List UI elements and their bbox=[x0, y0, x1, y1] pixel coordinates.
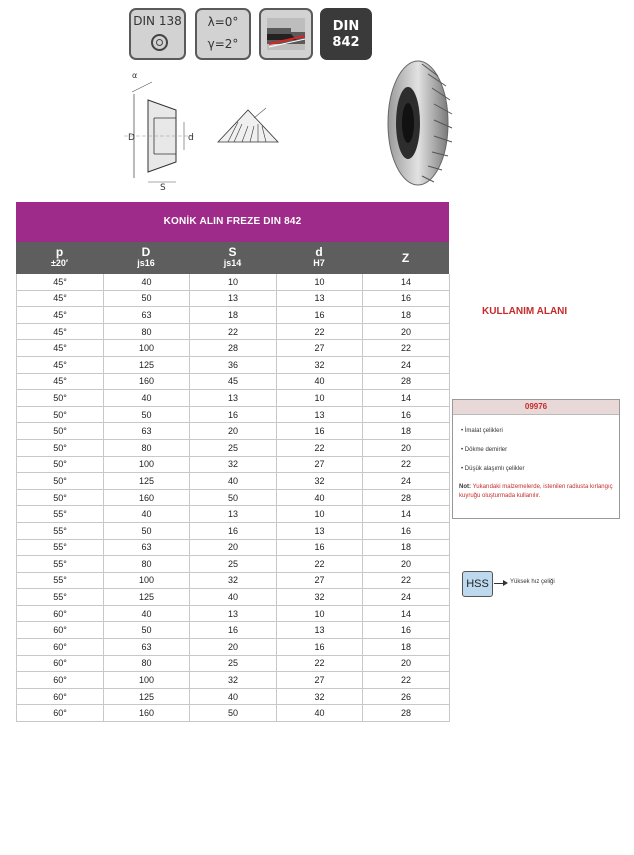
column-d-outer-label: D bbox=[141, 245, 151, 259]
table-cell: 40 bbox=[277, 489, 363, 506]
table-cell: 55° bbox=[17, 506, 104, 523]
usage-item: • Dökme demirler bbox=[461, 447, 508, 453]
table-cell: 16 bbox=[363, 522, 450, 539]
table-cell: 24 bbox=[363, 589, 450, 606]
table-cell: 40 bbox=[104, 506, 190, 523]
table-row bbox=[17, 423, 450, 440]
hss-material-badge: HSS bbox=[462, 571, 493, 597]
column-p-label: p bbox=[55, 245, 64, 259]
table-cell: 20 bbox=[363, 439, 450, 456]
table-cell: 40 bbox=[190, 473, 277, 490]
din-138-label: DIN 138 bbox=[133, 14, 182, 28]
table-cell: 22 bbox=[190, 323, 277, 340]
table-cell: 18 bbox=[363, 639, 450, 656]
width-label: S bbox=[160, 183, 166, 192]
table-cell: 22 bbox=[363, 572, 450, 589]
table-cell: 80 bbox=[104, 556, 190, 573]
table-row bbox=[17, 307, 450, 324]
table-row bbox=[17, 622, 450, 639]
table-cell: 160 bbox=[104, 489, 190, 506]
table-row bbox=[17, 406, 450, 423]
table-cell: 27 bbox=[277, 672, 363, 689]
table-cell: 63 bbox=[104, 423, 190, 440]
table-cell: 25 bbox=[190, 556, 277, 573]
table-cell: 55° bbox=[17, 522, 104, 539]
table-cell: 60° bbox=[17, 622, 104, 639]
table-cell: 45° bbox=[17, 373, 104, 390]
table-title-bar bbox=[16, 202, 449, 242]
table-cell: 16 bbox=[190, 622, 277, 639]
table-cell: 50° bbox=[17, 406, 104, 423]
table-row bbox=[17, 572, 450, 589]
table-cell: 16 bbox=[190, 522, 277, 539]
table-cell: 40 bbox=[190, 589, 277, 606]
table-row bbox=[17, 522, 450, 539]
table-cell: 20 bbox=[363, 323, 450, 340]
table-cell: 32 bbox=[277, 688, 363, 705]
column-d-outer-tolerance: js16 bbox=[137, 258, 155, 268]
table-row bbox=[17, 473, 450, 490]
table-row bbox=[17, 274, 450, 290]
table-cell: 20 bbox=[363, 556, 450, 573]
table-cell: 50 bbox=[104, 406, 190, 423]
table-row bbox=[17, 456, 450, 473]
table-row bbox=[17, 672, 450, 689]
usage-item: • İmalat çelikleri bbox=[461, 428, 503, 434]
table-cell: 22 bbox=[277, 655, 363, 672]
cutting-direction-badge bbox=[259, 8, 313, 60]
table-cell: 10 bbox=[277, 506, 363, 523]
cutter-section-drawing bbox=[118, 70, 200, 192]
table-cell: 160 bbox=[104, 705, 190, 722]
table-row bbox=[17, 356, 450, 373]
table-cell: 22 bbox=[277, 556, 363, 573]
din-842-bottom: 842 bbox=[332, 35, 360, 50]
table-cell: 100 bbox=[104, 672, 190, 689]
table-cell: 125 bbox=[104, 473, 190, 490]
table-cell: 60° bbox=[17, 655, 104, 672]
table-cell: 28 bbox=[190, 340, 277, 357]
table-cell: 18 bbox=[363, 539, 450, 556]
note-text: Yukarıdaki malzemelerde, istenilen radiusta kırlangıç kuyruğu oluşturmada kullanılır. bbox=[459, 484, 613, 499]
table-cell: 16 bbox=[277, 539, 363, 556]
din-842-badge bbox=[320, 8, 372, 60]
table-cell: 20 bbox=[190, 423, 277, 440]
table-cell: 32 bbox=[277, 473, 363, 490]
table-cell: 13 bbox=[190, 605, 277, 622]
table-cell: 18 bbox=[363, 307, 450, 324]
table-row bbox=[17, 323, 450, 340]
table-cell: 125 bbox=[104, 589, 190, 606]
table-cell: 45° bbox=[17, 307, 104, 324]
table-cell: 100 bbox=[104, 456, 190, 473]
table-cell: 40 bbox=[190, 688, 277, 705]
table-cell: 20 bbox=[190, 639, 277, 656]
table-cell: 16 bbox=[277, 423, 363, 440]
table-cell: 55° bbox=[17, 572, 104, 589]
table-row bbox=[17, 605, 450, 622]
table-cell: 50° bbox=[17, 423, 104, 440]
table-cell: 16 bbox=[363, 290, 450, 307]
column-header-d-bore bbox=[276, 242, 362, 274]
usage-heading: KULLANIM ALANI bbox=[482, 306, 568, 317]
workpiece-dovetail-drawing bbox=[214, 100, 284, 150]
usage-item: • Düşük alaşımlı çelikler bbox=[461, 466, 525, 472]
table-cell: 63 bbox=[104, 307, 190, 324]
table-cell: 13 bbox=[190, 506, 277, 523]
table-cell: 80 bbox=[104, 655, 190, 672]
table-row bbox=[17, 589, 450, 606]
dimensions-table bbox=[16, 274, 450, 722]
keyway-bore-icon bbox=[151, 34, 168, 51]
table-cell: 50 bbox=[190, 489, 277, 506]
conical-cutter-photo bbox=[382, 56, 454, 190]
column-header-s bbox=[189, 242, 276, 274]
table-cell: 50 bbox=[104, 622, 190, 639]
table-cell: 32 bbox=[277, 589, 363, 606]
table-cell: 13 bbox=[277, 290, 363, 307]
table-cell: 24 bbox=[363, 473, 450, 490]
table-cell: 22 bbox=[277, 323, 363, 340]
usage-info-box bbox=[452, 399, 620, 519]
table-cell: 16 bbox=[363, 406, 450, 423]
table-cell: 13 bbox=[277, 406, 363, 423]
table-cell: 40 bbox=[104, 274, 190, 290]
table-cell: 63 bbox=[104, 539, 190, 556]
table-cell: 24 bbox=[363, 356, 450, 373]
table-cell: 60° bbox=[17, 639, 104, 656]
table-cell: 20 bbox=[363, 655, 450, 672]
usage-note bbox=[459, 483, 617, 501]
table-cell: 125 bbox=[104, 356, 190, 373]
table-cell: 55° bbox=[17, 539, 104, 556]
table-cell: 14 bbox=[363, 390, 450, 407]
table-cell: 80 bbox=[104, 323, 190, 340]
column-p-tolerance: ±20′ bbox=[50, 258, 69, 268]
table-cell: 45° bbox=[17, 323, 104, 340]
table-row bbox=[17, 373, 450, 390]
table-cell: 50° bbox=[17, 390, 104, 407]
table-cell: 50 bbox=[104, 290, 190, 307]
rake-angle-badge bbox=[195, 8, 251, 60]
table-cell: 45° bbox=[17, 290, 104, 307]
column-d-bore-label: d bbox=[315, 245, 323, 259]
table-cell: 10 bbox=[277, 605, 363, 622]
table-cell: 125 bbox=[104, 688, 190, 705]
table-cell: 28 bbox=[363, 373, 450, 390]
table-row bbox=[17, 688, 450, 705]
table-cell: 55° bbox=[17, 589, 104, 606]
table-cell: 80 bbox=[104, 439, 190, 456]
hss-material-label: Yüksek hız çeliği bbox=[510, 579, 555, 585]
table-cell: 50 bbox=[190, 705, 277, 722]
table-cell: 45 bbox=[190, 373, 277, 390]
table-cell: 32 bbox=[190, 672, 277, 689]
column-header-p bbox=[16, 242, 103, 274]
table-cell: 25 bbox=[190, 655, 277, 672]
table-cell: 50° bbox=[17, 456, 104, 473]
table-column-header bbox=[16, 242, 449, 274]
bore-diameter-label: d bbox=[188, 133, 194, 143]
table-row bbox=[17, 489, 450, 506]
table-cell: 50° bbox=[17, 473, 104, 490]
table-cell: 28 bbox=[363, 489, 450, 506]
table-cell: 32 bbox=[190, 456, 277, 473]
table-cell: 32 bbox=[277, 356, 363, 373]
table-cell: 27 bbox=[277, 572, 363, 589]
product-code: 09976 bbox=[453, 400, 619, 415]
gamma-angle: γ=2° bbox=[207, 37, 239, 51]
table-cell: 22 bbox=[363, 340, 450, 357]
lambda-angle: λ=0° bbox=[207, 15, 239, 29]
table-cell: 14 bbox=[363, 506, 450, 523]
table-cell: 40 bbox=[277, 705, 363, 722]
table-cell: 100 bbox=[104, 572, 190, 589]
cutting-tool-icon bbox=[261, 10, 311, 58]
table-row bbox=[17, 390, 450, 407]
table-cell: 27 bbox=[277, 340, 363, 357]
column-header-z bbox=[362, 242, 449, 274]
column-z-label: Z bbox=[401, 251, 410, 265]
table-row bbox=[17, 556, 450, 573]
table-cell: 45° bbox=[17, 274, 104, 290]
table-cell: 40 bbox=[104, 605, 190, 622]
table-cell: 22 bbox=[363, 672, 450, 689]
table-cell: 13 bbox=[277, 522, 363, 539]
table-cell: 60° bbox=[17, 688, 104, 705]
table-cell: 26 bbox=[363, 688, 450, 705]
table-cell: 13 bbox=[190, 390, 277, 407]
table-row bbox=[17, 340, 450, 357]
column-d-bore-tolerance: H7 bbox=[313, 258, 325, 268]
table-cell: 36 bbox=[190, 356, 277, 373]
din-138-badge bbox=[129, 8, 186, 60]
table-row bbox=[17, 539, 450, 556]
table-cell: 45° bbox=[17, 340, 104, 357]
table-cell: 10 bbox=[277, 390, 363, 407]
table-cell: 22 bbox=[277, 439, 363, 456]
table-cell: 50 bbox=[104, 522, 190, 539]
note-label: Not: bbox=[459, 484, 471, 490]
table-cell: 50° bbox=[17, 489, 104, 506]
table-cell: 45° bbox=[17, 356, 104, 373]
column-header-d-outer bbox=[103, 242, 189, 274]
table-cell: 14 bbox=[363, 605, 450, 622]
table-cell: 32 bbox=[190, 572, 277, 589]
table-cell: 60° bbox=[17, 605, 104, 622]
table-cell: 16 bbox=[277, 639, 363, 656]
outer-diameter-label: D bbox=[128, 133, 135, 143]
table-cell: 16 bbox=[277, 307, 363, 324]
table-cell: 13 bbox=[190, 290, 277, 307]
column-s-label: S bbox=[228, 245, 237, 259]
table-cell: 50° bbox=[17, 439, 104, 456]
table-cell: 10 bbox=[190, 274, 277, 290]
din-842-top: DIN bbox=[332, 19, 360, 34]
column-s-tolerance: js14 bbox=[223, 258, 242, 268]
table-row bbox=[17, 655, 450, 672]
table-cell: 20 bbox=[190, 539, 277, 556]
table-row bbox=[17, 290, 450, 307]
arrow-right-icon bbox=[494, 583, 504, 584]
table-row bbox=[17, 639, 450, 656]
table-cell: 22 bbox=[363, 456, 450, 473]
table-cell: 16 bbox=[190, 406, 277, 423]
table-cell: 18 bbox=[363, 423, 450, 440]
table-cell: 40 bbox=[104, 390, 190, 407]
table-row bbox=[17, 705, 450, 722]
table-cell: 13 bbox=[277, 622, 363, 639]
table-cell: 63 bbox=[104, 639, 190, 656]
table-cell: 25 bbox=[190, 439, 277, 456]
table-cell: 160 bbox=[104, 373, 190, 390]
table-cell: 100 bbox=[104, 340, 190, 357]
table-row bbox=[17, 506, 450, 523]
table-cell: 60° bbox=[17, 672, 104, 689]
table-cell: 60° bbox=[17, 705, 104, 722]
table-cell: 27 bbox=[277, 456, 363, 473]
angle-label: α bbox=[132, 71, 138, 80]
table-title: KONİK ALIN FREZE DIN 842 bbox=[163, 216, 302, 227]
table-cell: 10 bbox=[277, 274, 363, 290]
table-cell: 14 bbox=[363, 274, 450, 290]
table-cell: 40 bbox=[277, 373, 363, 390]
table-cell: 18 bbox=[190, 307, 277, 324]
table-row bbox=[17, 439, 450, 456]
table-cell: 16 bbox=[363, 622, 450, 639]
table-cell: 28 bbox=[363, 705, 450, 722]
table-cell: 55° bbox=[17, 556, 104, 573]
